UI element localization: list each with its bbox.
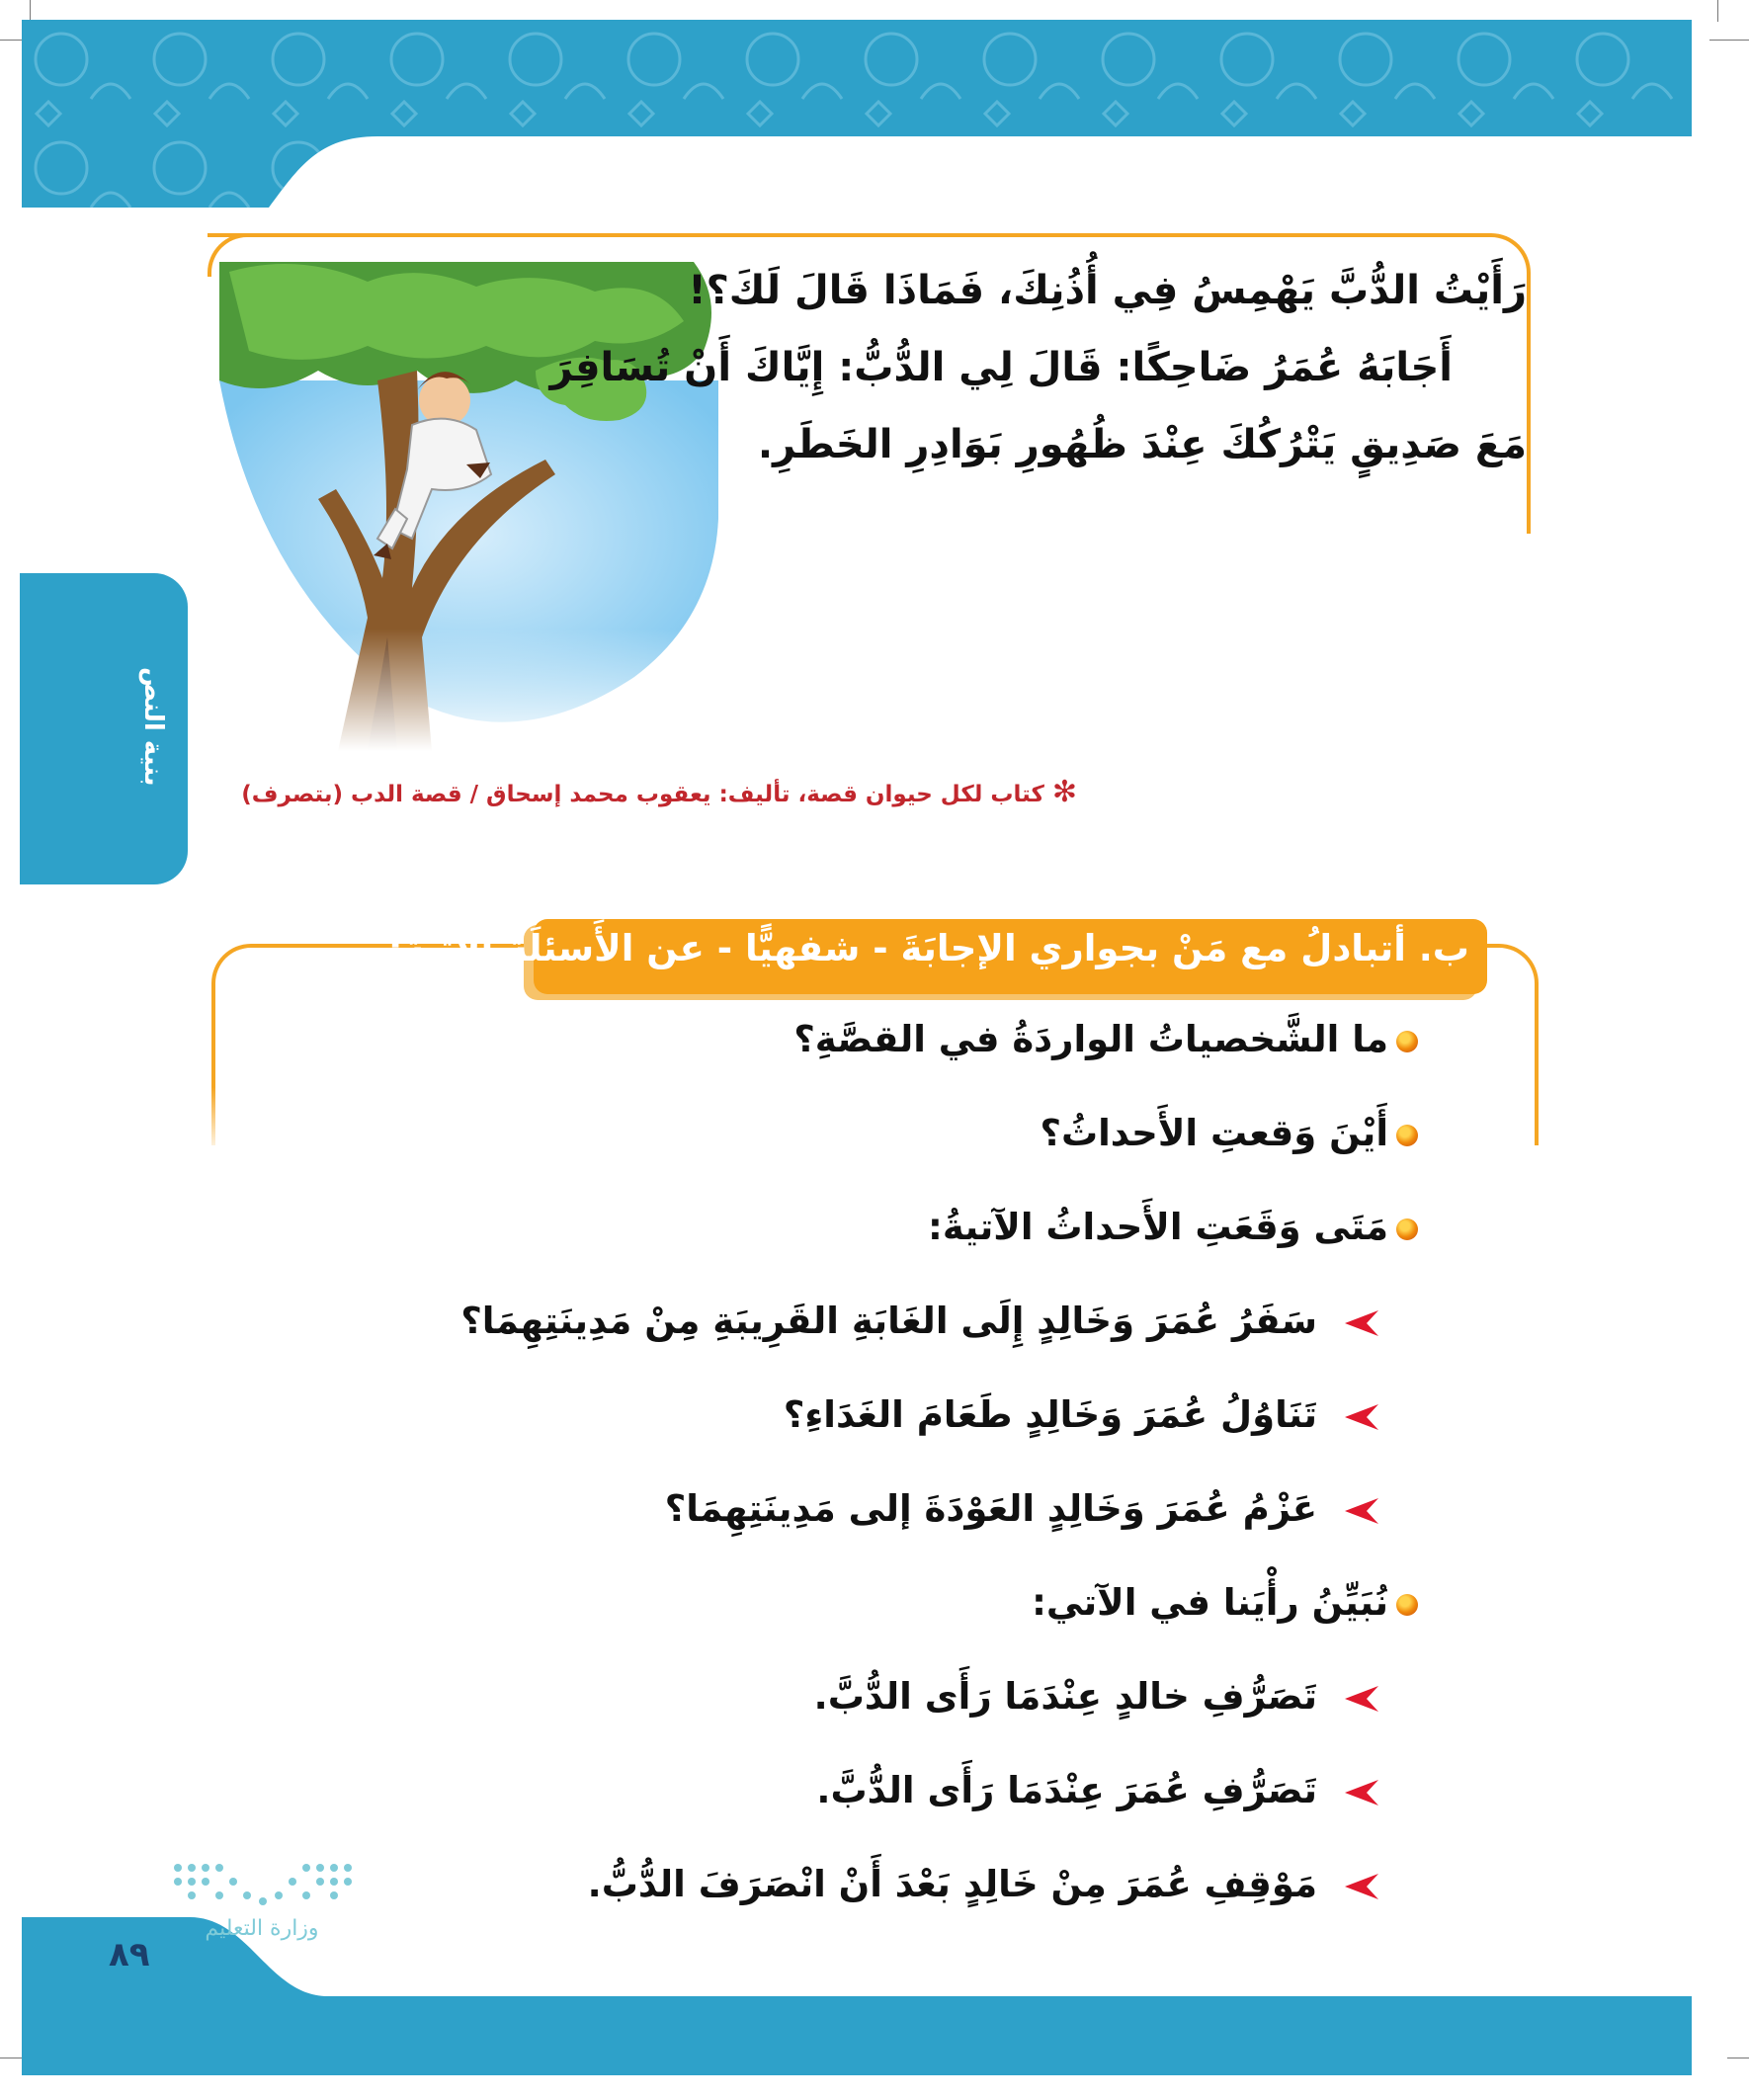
sub-item — [665, 1487, 1378, 1530]
bullet-icon — [1396, 1218, 1418, 1240]
arrow-left-icon — [1345, 1874, 1378, 1899]
story-line: رَأَيْتُ الدُّبَّ يَهْمِسُ فِي أُذُنِكَ، فَمَاذَا قَالَ لَكَ؟! — [688, 268, 1527, 313]
arrow-left-icon — [1345, 1686, 1378, 1712]
sub-item — [588, 1863, 1378, 1905]
crop-mark — [1717, 0, 1718, 22]
header-band — [22, 20, 1692, 208]
sub-item — [816, 1769, 1378, 1811]
question-text: أَيْنَ وَقعتِ الأَحداثُ؟ — [1040, 1112, 1388, 1154]
sub-item-text: مَوْقِفِ عُمَرَ مِنْ خَالِدٍ بَعْدَ أَنْ انْصَرَفَ الدُّبُّ. — [587, 1863, 1317, 1905]
crop-mark — [30, 0, 31, 22]
questions-heading: ب. أتبادلُ مع مَنْ بجواري الإجابَةَ - شفهيًّا - عن الأَسئلَةِ الآتيةِ: — [387, 927, 1469, 969]
sub-item-text: تَصَرُّفِ خالدٍ عِنْدَمَا رَأَى الدُّبَّ. — [813, 1675, 1317, 1718]
frame-fade — [203, 1087, 232, 1156]
question-text: ما الشَّخصياتُ الواردَةُ في القصَّةِ؟ — [793, 1018, 1388, 1060]
ministry-logo — [168, 1858, 356, 1967]
section-side-tab — [20, 573, 188, 884]
svg-text:وزارة التعليم: وزارة التعليم — [205, 1916, 319, 1941]
arrow-left-icon — [1345, 1498, 1378, 1524]
bullet-icon — [1396, 1031, 1418, 1052]
question-text: مَتَى وَقَعَتِ الأَحداثُ الآتيةُ: — [928, 1206, 1388, 1248]
story-line: مَعَ صَدِيقٍ يَتْرُكُكَ عِنْدَ ظُهُورِ بَوَادِرِ الخَطَرِ. — [757, 422, 1527, 467]
question-item — [793, 1018, 1418, 1060]
bullet-icon — [1396, 1125, 1418, 1146]
arrow-left-icon — [1345, 1310, 1378, 1336]
questions-heading-box — [387, 919, 1487, 994]
sub-item-text: تَنَاوُلُ عُمَرَ وَخَالِدٍ طَعَامَ الغَدَاءِ؟ — [783, 1393, 1317, 1436]
question-item — [1040, 1112, 1418, 1154]
sub-item-text: عَزْمُ عُمَرَ وَخَالِدٍ العَوْدَةَ إلى مَدِينَتِهِمَا؟ — [664, 1487, 1317, 1530]
question-item — [928, 1206, 1418, 1248]
crop-mark — [1709, 40, 1749, 41]
page-number: ٨٩ — [109, 1935, 150, 1974]
sub-item — [814, 1675, 1378, 1718]
side-tab-label: بنية النص — [138, 666, 168, 787]
sub-item — [784, 1393, 1378, 1436]
sub-item-text: تَصَرُّفِ عُمَرَ عِنْدَمَا رَأَى الدُّبَّ. — [816, 1769, 1317, 1811]
asterisk-icon: ✻ — [1051, 775, 1077, 809]
story-line: أَجَابَهُ عُمَرُ ضَاحِكًا: قَالَ لِي الدُّبُّ: إِيَّاكَ أَنْ تُسَافِرَ — [549, 345, 1453, 390]
sub-item-text: سَفَرُ عُمَرَ وَخَالِدٍ إِلَى الغَابَةِ القَرِيبَةِ مِنْ مَدِينَتِهِمَا؟ — [460, 1300, 1317, 1342]
bullet-icon — [1396, 1594, 1418, 1616]
arrow-left-icon — [1345, 1404, 1378, 1430]
question-text: نُبَيِّنُ رأْيَنا في الآتي: — [1032, 1581, 1388, 1624]
story-paragraph — [549, 252, 1527, 483]
arrow-left-icon — [1345, 1780, 1378, 1806]
source-note-text: كتاب لكل حيوان قصة، تأليف: يعقوب محمد إسحاق / قصة الدب (بتصرف) — [241, 782, 1044, 807]
question-item — [1032, 1581, 1418, 1624]
sub-item — [460, 1300, 1378, 1342]
source-note — [217, 775, 1077, 809]
